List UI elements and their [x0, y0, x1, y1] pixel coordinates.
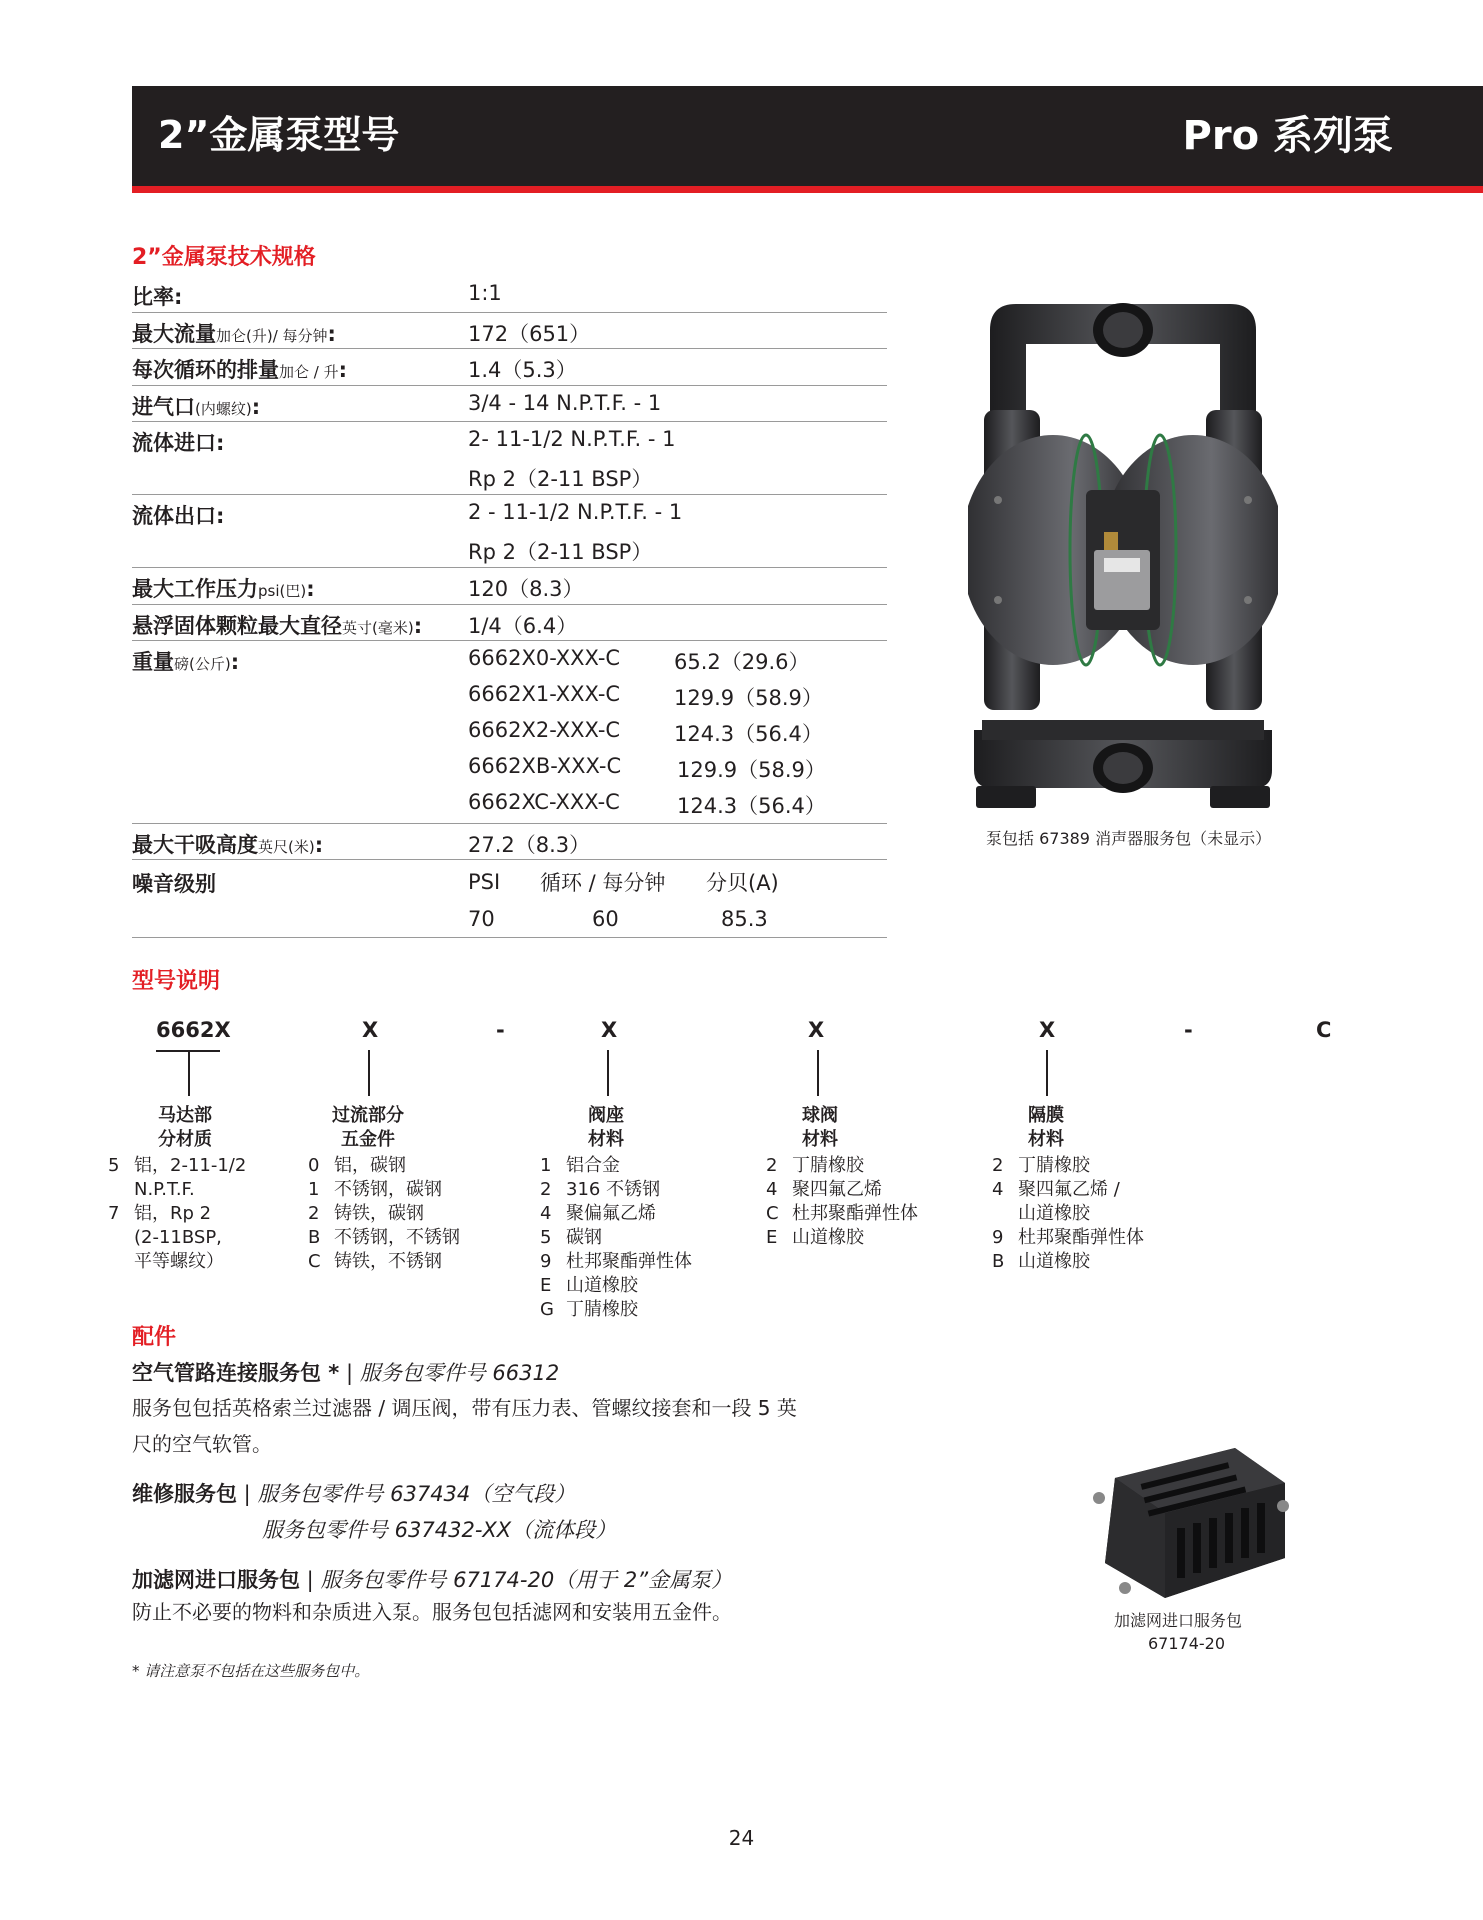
spec-colon: :	[306, 577, 315, 601]
option-item	[766, 1154, 864, 1178]
spec-colon: :	[251, 395, 261, 419]
spec-section-title: 2”金属泵技术规格	[132, 245, 316, 270]
option-code: G	[540, 1299, 554, 1320]
option-text: 316 不锈钢	[566, 1179, 661, 1200]
repair-kit-part2	[262, 1514, 616, 1544]
group-diaphragm-title	[1006, 1104, 1086, 1152]
spec-row-max-pressure	[132, 568, 887, 605]
description-line: 尺的空气软管。	[132, 1432, 272, 1456]
noise-value-db: 85.3	[721, 907, 768, 931]
pump-image	[968, 300, 1278, 812]
separator: |	[300, 1568, 321, 1592]
noise-header-db: 分贝(A)	[706, 871, 779, 895]
spec-value: Rp 2（2-11 BSP）	[468, 467, 653, 491]
group-title-line: 分材质	[158, 1129, 212, 1150]
group-title-line: 球阀	[802, 1105, 838, 1126]
page-title: 2”金属泵型号	[158, 113, 400, 157]
option-text: 丁腈橡胶	[792, 1155, 864, 1176]
noise-value-cycles: 60	[592, 907, 619, 931]
option-code: B	[992, 1251, 1005, 1272]
group-title-line: 隔膜	[1028, 1105, 1064, 1126]
option-text: 聚四氟乙烯	[792, 1179, 882, 1200]
spec-row-max-flow	[132, 313, 887, 349]
spec-label: 比率	[132, 285, 174, 309]
spec-unit: 加仑 / 升	[279, 363, 339, 381]
option-code: 1	[540, 1155, 552, 1176]
model-code-base: 6662X	[156, 1018, 231, 1042]
weight-model: 6662X1-XXX-C	[468, 682, 621, 706]
option-code: 5	[108, 1155, 120, 1176]
page-number: 24	[728, 1826, 755, 1850]
screen-kit-description: 防止不必要的物料和杂质进入泵。服务包包括滤网和安装用五金件。	[132, 1600, 732, 1624]
model-code-dash2: -	[1184, 1018, 1193, 1042]
option-item	[540, 1250, 692, 1274]
option-item	[108, 1154, 246, 1178]
tick-line	[1046, 1050, 1048, 1096]
spec-value: 3/4 - 14 N.P.T.F. - 1	[468, 391, 662, 415]
spec-row-dry-lift	[132, 824, 887, 860]
spec-label: 噪音级别	[132, 872, 216, 896]
weight-value: 65.2（29.6）	[674, 650, 810, 674]
tick-line	[188, 1050, 190, 1096]
tick-line	[607, 1050, 609, 1096]
option-item	[992, 1250, 1090, 1274]
spec-value: 2- 11-1/2 N.P.T.F. - 1	[468, 427, 676, 451]
group-title-line: 材料	[802, 1129, 838, 1150]
option-item	[540, 1298, 638, 1322]
option-text: 山道橡胶	[1018, 1251, 1090, 1272]
option-text: 丁腈橡胶	[566, 1299, 638, 1320]
weight-model: 6662XC-XXX-C	[468, 790, 620, 814]
group-ball-title	[780, 1104, 860, 1152]
screen-kit-caption: 加滤网进口服务包	[1114, 1611, 1243, 1630]
kit-part-number: 服务包零件号 637432-XX（流体段）	[262, 1518, 617, 1542]
weight-value: 129.9（58.9）	[677, 758, 826, 782]
model-code-x2: X	[601, 1018, 618, 1042]
description-line: 服务包包括英格索兰过滤器 / 调压阀，带有压力表、管螺纹接套和一段 5 英	[132, 1396, 797, 1420]
option-code: C	[766, 1203, 779, 1224]
spec-colon: :	[327, 322, 336, 346]
model-code-dash1: -	[496, 1018, 505, 1042]
option-code: E	[540, 1275, 552, 1296]
weight-model: 6662X0-XXX-C	[468, 646, 621, 670]
spec-unit: 加仑(升)/ 每分钟	[216, 327, 328, 345]
option-code: 0	[308, 1155, 320, 1176]
group-motor-title	[140, 1104, 230, 1152]
spec-label: 流体出口	[132, 504, 216, 528]
option-text: 铸铁，碳钢	[334, 1203, 424, 1224]
tick-line	[817, 1050, 819, 1096]
weight-model: 6662X2-XXX-C	[468, 718, 621, 742]
model-code-c: C	[1316, 1018, 1332, 1042]
noise-header-psi: PSI	[468, 870, 501, 894]
kit-part-number: 服务包零件号 67174-20（用于 2”金属泵）	[320, 1568, 733, 1592]
option-text: 丁腈橡胶	[1018, 1155, 1090, 1176]
group-title-line: 马达部	[158, 1105, 212, 1126]
spec-label: 最大工作压力	[132, 577, 258, 601]
spec-label: 重量	[132, 650, 174, 674]
spec-value: 1.4（5.3）	[468, 358, 577, 382]
group-title-line: 材料	[1028, 1129, 1064, 1150]
spec-unit: psi(巴)	[258, 582, 307, 600]
option-code: 5	[540, 1227, 552, 1248]
group-title-line: 五金件	[341, 1129, 395, 1150]
kit-part-number: 服务包零件号 66312	[359, 1361, 560, 1385]
option-text: 山道橡胶	[566, 1275, 638, 1296]
option-code: 4	[540, 1203, 552, 1224]
noise-header-cycles: 循环 / 每分钟	[540, 871, 666, 895]
option-text-cont: 山道橡胶	[1018, 1203, 1090, 1224]
air-kit-heading	[132, 1357, 559, 1387]
option-code: 9	[992, 1227, 1004, 1248]
series-title: Pro 系列泵	[1182, 113, 1393, 159]
option-item	[308, 1178, 442, 1202]
option-item	[992, 1178, 1120, 1202]
separator: |	[237, 1482, 258, 1506]
kit-name: 维修服务包	[132, 1482, 237, 1506]
screen-kit-heading	[132, 1564, 732, 1594]
pump-illustration	[968, 300, 1278, 812]
option-code: 2	[308, 1203, 320, 1224]
spec-label: 流体进口	[132, 431, 216, 455]
option-code: E	[766, 1227, 778, 1248]
spec-unit: 磅(公斤)	[174, 655, 231, 673]
spec-row-noise	[132, 860, 887, 938]
spec-label: 悬浮固体颗粒最大直径	[132, 614, 342, 638]
repair-kit-heading	[132, 1478, 575, 1508]
spec-row-ratio	[132, 276, 887, 313]
weight-value: 129.9（58.9）	[674, 686, 823, 710]
group-title-line: 材料	[588, 1129, 624, 1150]
option-item	[540, 1202, 656, 1226]
option-text-cont: (2-11BSP,	[134, 1227, 222, 1248]
spec-table	[132, 276, 887, 938]
option-code: B	[308, 1227, 321, 1248]
option-code: 2	[766, 1155, 778, 1176]
option-text: 聚偏氟乙烯	[566, 1203, 656, 1224]
option-item	[108, 1202, 211, 1226]
option-code: 4	[992, 1179, 1004, 1200]
weight-value: 124.3（56.4）	[674, 722, 823, 746]
option-item	[540, 1178, 660, 1202]
spec-colon: :	[413, 614, 423, 638]
option-code: 4	[766, 1179, 778, 1200]
spec-value: 120（8.3）	[468, 577, 584, 601]
header-accent-line	[132, 186, 1483, 193]
option-item	[308, 1250, 442, 1274]
spec-label: 每次循环的排量	[132, 358, 279, 382]
air-kit-description	[132, 1390, 797, 1462]
option-item	[540, 1274, 638, 1298]
spec-row-weight	[132, 641, 887, 824]
spec-unit: 英寸(毫米)	[342, 619, 414, 637]
spec-label: 进气口	[132, 395, 195, 419]
pump-caption: 泵包括 67389 消声器服务包（未显示）	[986, 829, 1272, 848]
spec-value: 1:1	[468, 281, 502, 305]
screen-kit-image	[1085, 1438, 1295, 1608]
separator: |	[339, 1361, 360, 1385]
option-code: 9	[540, 1251, 552, 1272]
group-title-line: 过流部分	[332, 1105, 404, 1126]
spec-row-displacement	[132, 349, 887, 386]
option-item	[992, 1226, 1144, 1250]
spec-colon: :	[216, 431, 225, 455]
spec-value: 172（651）	[468, 322, 591, 346]
option-item	[540, 1154, 620, 1178]
option-text-cont: 平等螺纹）	[134, 1251, 224, 1272]
model-code-x1: X	[362, 1018, 379, 1042]
kit-name: 空气管路连接服务包 *	[132, 1361, 340, 1385]
option-item	[766, 1202, 918, 1226]
option-code: 2	[992, 1155, 1004, 1176]
spec-row-fluid-inlet	[132, 422, 887, 495]
option-code: C	[308, 1251, 321, 1272]
spec-row-air-inlet	[132, 386, 887, 422]
spec-row-fluid-outlet	[132, 495, 887, 568]
option-item	[992, 1154, 1090, 1178]
spec-label: 最大干吸高度	[132, 833, 258, 857]
model-code-x3: X	[808, 1018, 825, 1042]
option-text-cont: N.P.T.F.	[134, 1179, 195, 1200]
spec-colon: :	[314, 833, 324, 857]
spec-unit: (内螺纹)	[195, 400, 252, 418]
option-item	[308, 1154, 406, 1178]
option-text: 聚四氟乙烯 /	[1018, 1179, 1120, 1200]
option-text: 碳钢	[566, 1227, 602, 1248]
spec-colon: :	[230, 650, 240, 674]
option-item	[308, 1202, 424, 1226]
option-item	[540, 1226, 602, 1250]
option-text: 杜邦聚酯弹性体	[566, 1251, 692, 1272]
tick-line	[368, 1050, 370, 1096]
weight-model: 6662XB-XXX-C	[468, 754, 622, 778]
option-text: 不锈钢，不锈钢	[334, 1227, 460, 1248]
spec-value: 1/4（6.4）	[468, 614, 578, 638]
spec-value: 27.2（8.3）	[468, 833, 591, 857]
screen-kit-caption-part: 67174-20	[1148, 1634, 1226, 1653]
option-code: 7	[108, 1203, 120, 1224]
group-seat-title	[566, 1104, 646, 1152]
option-item	[766, 1226, 864, 1250]
spec-colon: :	[216, 504, 225, 528]
screen-kit-illustration	[1085, 1438, 1295, 1608]
group-wetted-title	[318, 1104, 418, 1152]
spec-value: 2 - 11-1/2 N.P.T.F. - 1	[468, 500, 683, 524]
spec-value: Rp 2（2-11 BSP）	[468, 540, 653, 564]
option-code: 1	[308, 1179, 320, 1200]
spec-row-max-solids	[132, 605, 887, 641]
option-text: 铝，2-11-1/2	[134, 1155, 247, 1176]
spec-unit: 英尺(米)	[258, 838, 315, 856]
option-text: 不锈钢，碳钢	[334, 1179, 442, 1200]
footnote: * 请注意泵不包括在这些服务包中。	[132, 1662, 370, 1680]
option-item	[308, 1226, 460, 1250]
option-item	[766, 1178, 882, 1202]
kit-part-number: 服务包零件号 637434（空气段）	[257, 1482, 576, 1506]
spec-colon: :	[174, 285, 183, 309]
option-text: 铝，Rp 2	[134, 1203, 212, 1224]
option-text: 杜邦聚酯弹性体	[1018, 1227, 1144, 1248]
spec-colon: :	[338, 358, 347, 382]
noise-value-psi: 70	[468, 907, 495, 931]
option-text: 铸铁，不锈钢	[334, 1251, 442, 1272]
model-code-x4: X	[1039, 1018, 1056, 1042]
spec-label: 最大流量	[132, 322, 216, 346]
option-text: 山道橡胶	[792, 1227, 864, 1248]
kit-name: 加滤网进口服务包	[132, 1568, 300, 1592]
weight-value: 124.3（56.4）	[677, 794, 826, 818]
option-text: 铝，碳钢	[334, 1155, 406, 1176]
accessories-title: 配件	[132, 1325, 177, 1350]
group-title-line: 阀座	[588, 1105, 624, 1126]
option-text: 杜邦聚酯弹性体	[792, 1203, 918, 1224]
option-text: 铝合金	[566, 1155, 620, 1176]
option-code: 2	[540, 1179, 552, 1200]
model-section-title: 型号说明	[132, 969, 221, 994]
